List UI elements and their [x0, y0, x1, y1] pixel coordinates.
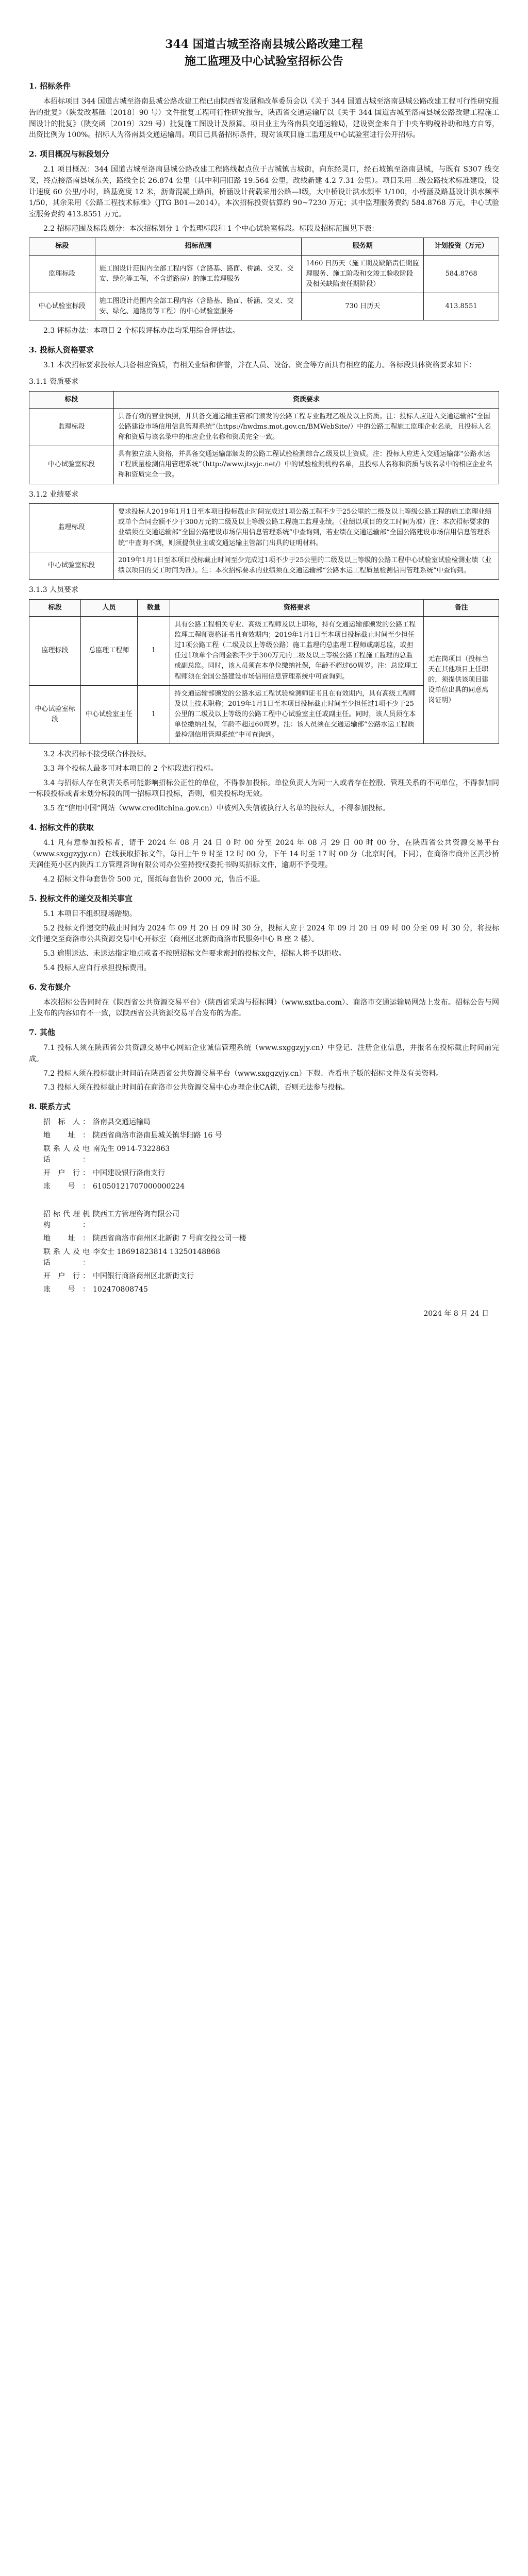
- table-row: [29, 446, 499, 484]
- contact-key: 账 号：: [43, 1285, 90, 1294]
- section-6-body: 本次招标公告同时在《陕西省公共资源交易平台》（陕西省采购与招标网）（www.sxtba.com）、商洛市交通运输局网站上发布。招标公告与网上发布的内容如有不一致，以陕西省公共资源交易平台发布的为准。: [29, 998, 499, 1018]
- qual-col-req: 资质要求: [113, 391, 499, 408]
- contact-value: 61050121707000000224: [93, 1182, 185, 1191]
- section-2-evaluation: 2.3 评标办法：本项目 2 个标段评标办法均采用综合评估法。: [43, 327, 240, 335]
- section-3-intro: 3.1 本次招标要求投标人具备相应资质，有相关业绩和信誉，并在人员、设备、资金等方面具有相应的能力。各标段具体资格要求如下：: [43, 361, 476, 370]
- contact-value: 陕西省商洛市商州区北新街 7 号商交投公司一楼: [93, 1234, 246, 1243]
- section-3-heading: 3. 投标人资格要求: [29, 345, 94, 354]
- staff-qty: 1: [137, 616, 170, 685]
- lot-period: 1460 日历天（施工期及缺陷责任期监理服务、施工阶段和交竣工验收阶段及相关缺陷责任期阶段）: [302, 255, 424, 293]
- lot-section: 中心试验室标段: [29, 293, 95, 320]
- staff-col-qty: 数量: [137, 599, 170, 616]
- perf-req: 2019年1月1日至本项目投标截止时间至少完成过1项不少于25公里的二级及以上等级的公路工程中心试验室试验检测业绩（业绩以项目的交工时间为准）。注：本次招标要求的业绩须在交通运输部“公路水运工程质量检测信用管理系统”中查询到。: [113, 552, 499, 579]
- performance-table: [29, 503, 499, 580]
- contact-value: 陕西省商洛市洛南县城关镇华阳路 16 号: [93, 1131, 222, 1140]
- title-line-2: 施工监理及中心试验室招标公告: [184, 55, 343, 68]
- section-2-overview: 2.1 项目概况：344 国道古城至洛南县城公路改建工程路线起点位于古城镇古城街，向东经灵口，经石坡镇至洛南县城，与既有 S307 线交叉，终点接洛南县城东关，路线全长 26.874 公里（其中利用旧路 19.564 公里，改线新建 4.2 7.31 公里）。项目采用二级公路技术标准建设，设计速度 60 公里/小时，路基宽度 12 米，沥青混凝土路面，桥涵设计荷载采用公路—Ⅰ级，大中桥设计洪水频率 1/100，小桥涵及路基设计洪水频率 1/50，其余采用《公路工程技术标准》（JTG B01—2014）。本次招标投资估算约 90~7230 万元；其中监理服务费约 584.8768 万元，中心试验室服务费约 413.8551 万元。: [29, 165, 499, 218]
- staff-role: 总监理工程师: [81, 616, 137, 685]
- table-row: [29, 255, 499, 293]
- contact-value: 南先生 0914-7322863: [93, 1144, 170, 1153]
- agent-contact: [29, 1209, 499, 1296]
- qualification-heading: 3.1.1 资质要求: [29, 377, 79, 386]
- section-1-heading: 1. 招标条件: [29, 81, 71, 91]
- perf-req: 要求投标人2019年1月1日至本项目投标截止时间完成过1项公路工程不少于25公里的二级及以上等级公路工程的施工监理业绩或单个合同金额不少于300万元的二级及以上等级公路工程施工监理业绩。（业绩以项目的交工时间为准）注：本次招标要求的业绩须在交通运输部“全国公路建设市场信用信息管理系统”中查询到，若业绩在交通运输部“全国公路建设市场信用信息管理系统”中查询不到，则须提供业主或交通运输主管部门出具的证明材料。: [113, 504, 499, 552]
- section-3-p2: 3.2 本次招标不接受联合体投标。: [43, 750, 151, 759]
- section-7-heading: 7. 其他: [29, 1028, 55, 1038]
- contact-row: [29, 1271, 499, 1282]
- lot-period: 730 日历天: [302, 293, 424, 320]
- section-3-p5: 3.5 在“信用中国”网站（www.creditchina.gov.cn）中被列入失信被执行人名单的投标人，不得参加投标。: [43, 804, 390, 813]
- staff-col-section: 标段: [29, 599, 81, 616]
- section-4-heading: 4. 招标文件的获取: [29, 822, 94, 832]
- staff-col-role: 人员: [81, 599, 137, 616]
- staff-table: [29, 599, 499, 744]
- staff-heading: 3.1.3 人员要求: [29, 586, 79, 595]
- section-3-p3: 3.3 每个投标人最多可对本项目的 2 个标段进行投标。: [43, 765, 218, 773]
- staff-col-req: 资格要求: [170, 599, 424, 616]
- lots-col-scope: 招标范围: [95, 238, 302, 255]
- staff-role: 中心试验室主任: [81, 685, 137, 744]
- contact-value: 李女士 18691823814 13250148868: [93, 1247, 220, 1256]
- qualification-table-header: [29, 391, 499, 408]
- contact-key: 开 户 行：: [43, 1169, 90, 1178]
- lots-table: [29, 238, 499, 320]
- lots-table-header: [29, 238, 499, 255]
- performance-heading: 3.1.2 业绩要求: [29, 490, 79, 499]
- staff-col-note: 备注: [424, 599, 499, 616]
- section-7-p2: 7.2 投标人须在投标截止时间前在陕西省公共资源交易平台（www.sxggzyjy.cn）下载、查看电子版的招标文件及有关资料。: [43, 1069, 443, 1078]
- section-3-p4: 3.4 与招标人存在利害关系可能影响招标公正性的单位，不得参加投标。单位负责人为同一人或者存在控股、管理关系的不同单位，不得参加同一标段投标或者未划分标段的同一招标项目投标，否则，相关投标均无效。: [29, 778, 499, 799]
- perf-section: 监理标段: [29, 504, 114, 552]
- qual-section: 中心试验室标段: [29, 446, 114, 484]
- perf-section: 中心试验室标段: [29, 552, 114, 579]
- contact-row: [29, 1117, 499, 1128]
- section-8-heading: 8. 联系方式: [29, 1102, 71, 1112]
- table-row: [29, 408, 499, 446]
- contact-row: [29, 1168, 499, 1179]
- section-5-p2: 5.2 投标文件递交的截止时间为 2024 年 09 月 20 日 09 时 30 分，投标人应于 2024 年 09 月 20 日 09 时 00 分至 09 时 30 分，将投标文件递交至商洛市公共资源交易中心开标室（商州区北新街商洛市民服务中心 B 座 2 楼）。: [29, 924, 499, 944]
- contact-value: 中国建设银行洛南支行: [93, 1169, 165, 1178]
- lots-col-budget: 计划投资（万元）: [424, 238, 499, 255]
- contact-value: 中国银行商洛商州区北新街支行: [93, 1272, 194, 1280]
- table-row: [29, 293, 499, 320]
- contact-key: 招标代理机构：: [43, 1210, 90, 1230]
- contact-row: [29, 1284, 499, 1296]
- section-7-p1: 7.1 投标人须在陕西省公共资源交易中心网站企业诚信管理系统（www.sxggzyjy.cn）中登记、注册企业信息，并报名在投标截止时间前完成。: [29, 1044, 499, 1064]
- qual-section: 监理标段: [29, 408, 114, 446]
- section-5-heading: 5. 投标文件的递交及相关事宜: [29, 893, 133, 903]
- table-row: [29, 504, 499, 552]
- section-5-p1: 5.1 本项目不组织现场踏勘。: [43, 910, 137, 919]
- lot-budget: 413.8551: [424, 293, 499, 320]
- section-1-body: 本招标项目 344 国道古城至洛南县城公路改建工程已由陕西省发展和改革委员会以《关于 344 国道古城至洛南县城公路改建工程可行性研究报告的批复》（陕发改基础〔2018〕90 号）文件批复工程可行性研究报告，陕西省交通运输厅以《关于 344 国道古城至洛南县城公路改建工程施工图设计的批复》（陕交函〔2019〕329 号）批复施工图设计及预算。项目业主为洛南县交通运输局，建设资金来自于中央车购税补助和地方自筹，出资比例为 100%。招标人为洛南县交通运输局。项目已具备招标条件，现对该项目施工监理及中心试验室进行公开招标。: [29, 97, 499, 140]
- section-2-heading: 2. 项目概况与标段划分: [29, 149, 109, 159]
- staff-section: 监理标段: [29, 616, 81, 685]
- contact-value: 洛南县交通运输局: [93, 1118, 151, 1127]
- contact-row: [29, 1247, 499, 1269]
- lot-scope: 施工图设计范围内全部工程内容（含路基、路面、桥涵、交叉、交安、绿化等工程，不含道路房）的施工监理服务: [95, 255, 302, 293]
- staff-qty: 1: [137, 685, 170, 744]
- section-4-p1: 4.1 凡有意参加投标者，请于 2024 年 08 月 24 日 0 时 00 分至 2024 年 08 月 29 日 00 时 00 分，在陕西省公共资源交易平台（www.sxggzyjy.cn）在线获取招标文件，每日上午 9 时至 12 时 00 分，下午 14 时至 17 时 00 分（北京时间，下同），在商洛市商州区黄沙桥天润佳苑小区内陕西工方管理咨询有限公司办公室持授权委托书购买招标文件，逾期不予受理。: [29, 839, 499, 870]
- owner-contact: [29, 1117, 499, 1192]
- contact-key: 联系人及电话：: [43, 1247, 90, 1267]
- staff-section: 中心试验室标段: [29, 685, 81, 744]
- contact-divider: [29, 1195, 499, 1206]
- lots-col-section: 标段: [29, 238, 95, 255]
- notice-date: 2024 年 8 月 24 日: [423, 1310, 489, 1318]
- contact-key: 地 址：: [43, 1234, 90, 1243]
- contact-row: [29, 1209, 499, 1231]
- contact-row: [29, 1144, 499, 1166]
- qual-req: 具备有效的营业执照，并具备交通运输主管部门颁发的公路工程专业监理乙级及以上资质。注：投标人应进入交通运输部“全国公路建设市场信用信息管理系统”（https://hwdms.mot.gov.cn/BMWebSite/）中的公路工程施工监理企业名录，且投标人名称和资质与该名录中的相应企业名称和资质完全一致。: [113, 408, 499, 446]
- section-4-p2: 4.2 招标文件每套售价 500 元，图纸每套售价 2000 元，售后不退。: [43, 875, 265, 884]
- table-row: [29, 552, 499, 579]
- contact-key: 联系人及电话：: [43, 1144, 90, 1164]
- contact-row: [29, 1181, 499, 1193]
- contact-key: 招 标 人：: [43, 1118, 90, 1127]
- contact-key: 地 址：: [43, 1131, 90, 1140]
- contact-row: [29, 1233, 499, 1245]
- lot-budget: 584.8768: [424, 255, 499, 293]
- title-line-1: 344 国道古城至洛南县城公路改建工程: [165, 38, 363, 51]
- contact-value: 102470808745: [93, 1285, 148, 1294]
- qualification-table: [29, 391, 499, 484]
- section-7-p3: 7.3 投标人须在投标截止时间前在商洛市公共资源交易中心办理企业CA锁，否则无法参与投标。: [43, 1083, 350, 1092]
- section-5-p4: 5.4 投标人应自行承担投标费用。: [43, 963, 151, 972]
- section-6-heading: 6. 发布媒介: [29, 982, 71, 992]
- notice-title: [29, 36, 499, 70]
- staff-req: 持交通运输部颁发的公路水运工程试验检测师证书且在有效期内，具有高级工程师及以上技术职称；2019年1月1日至本项目投标截止时间至少担任过1项不少于25公里的二级及以上等级的公路工程中心试验室主任或副主任。同时，该人员须在本单位缴纳社保，年龄不超过60周岁。注：该人员须在交通运输部“公路水运工程质量检测信用管理系统”中可查询到。: [170, 685, 424, 744]
- qual-col-section: 标段: [29, 391, 114, 408]
- section-5-p3: 5.3 逾期送达、未送达指定地点或者不按照招标文件要求密封的投标文件，招标人将予以拒收。: [43, 950, 346, 958]
- staff-note: 无在岗项目（投标当天在其他项目上任职的，须提供该项目建设单位出具的同意离岗证明）: [424, 616, 499, 744]
- contact-key: 账 号：: [43, 1182, 90, 1191]
- table-row: [29, 616, 499, 685]
- lot-scope: 施工图设计范围内全部工程内容（含路基、路面、桥涵、交叉、交安、绿化、道路房等工程）的中心试验室服务: [95, 293, 302, 320]
- lots-col-period: 服务期: [302, 238, 424, 255]
- section-2-lots-intro: 2.2 招标范围及标段划分：本次招标划分 1 个监理标段和 1 个中心试验室标段。标段及招标范围见下表：: [43, 224, 379, 233]
- lot-section: 监理标段: [29, 255, 95, 293]
- contact-row: [29, 1130, 499, 1142]
- staff-req: 具有公路工程相关专业、高级工程师及以上职称，持有交通运输部颁发的公路工程监理工程师资格证书且有效期内；2019年1月1日至本项目投标截止时间至少担任过1项公路工程（二级及以上等级公路）施工监理的总监理工程师或副总监，或担任过1项单个合同金额不少于300万元的二级及以上等级公路工程施工监理的总监或副总监。同时，该人员须在本单位缴纳社保，年龄不超过60周岁。注：总监理工程师须在全国公路建设市场信用信息管理系统中可查询到。: [170, 616, 424, 685]
- staff-table-header: [29, 599, 499, 616]
- qual-req: 具有独立法人资格，并具备交通运输部颁发的公路工程试验检测综合乙级及以上资质。注：投标人应进入交通运输部“公路水运工程质量检测信用管理系统”（http://www.jtsyjc.net/）中的试验检测机构名单，且投标人名称和资质与该名录中的相应企业名称和资质完全一致。: [113, 446, 499, 484]
- contact-key: 开 户 行：: [43, 1272, 90, 1280]
- contact-value: 陕西工方管理咨询有限公司: [93, 1210, 179, 1218]
